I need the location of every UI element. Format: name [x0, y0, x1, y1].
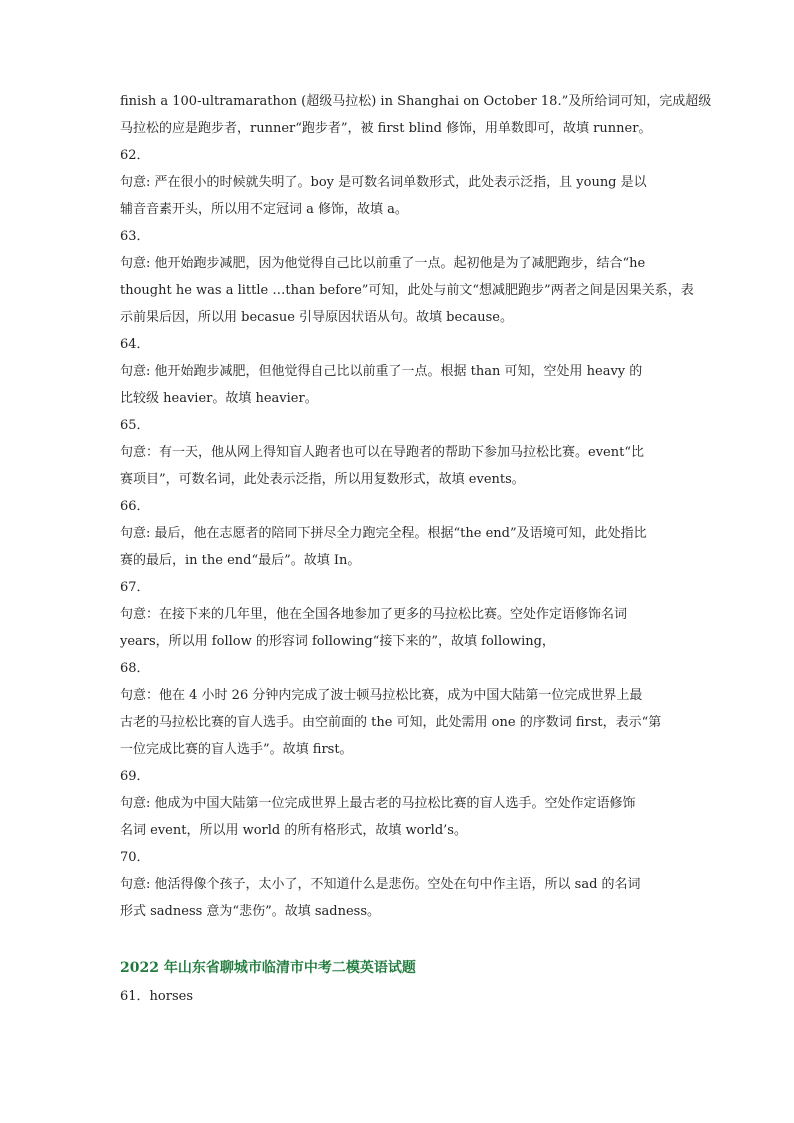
question-number: 68． — [120, 661, 150, 676]
answer-item — [120, 88, 712, 142]
answer-line: 61．horses — [120, 989, 193, 1004]
answer-item — [120, 763, 680, 844]
answer-item — [120, 412, 680, 493]
explanation-line: 赛的最后，in the end“最后”。故填 In。 — [120, 553, 361, 568]
explanation-line: 句意: 他开始跑步减肥，因为他觉得自己比以前重了一点。起初他是为了减肥跑步，结合“he — [120, 256, 646, 271]
explanation-line: 句意：在接下来的几年里，他在全国各地参加了更多的马拉松比赛。空处作定语修饰名词 — [120, 607, 628, 622]
explanation-line: 句意: 严在很小的时候就失明了。boy 是可数名词单数形式，此处表示泛指，且 young 是以 — [120, 175, 647, 190]
explanation-line: 马拉松的应是跑步者，runner“跑步者”，被 first blind 修饰，用单数即可，故填 runner。 — [120, 121, 652, 136]
document-page — [120, 88, 712, 1010]
explanation-line: finish a 100-ultramarathon (超级马拉松) in Shanghai on October 18.”及所给词可知，完成超级 — [120, 94, 712, 109]
explanation-line: 句意: 他开始跑步减肥，但他觉得自己比以前重了一点。根据 than 可知，空处用 heavy 的 — [120, 364, 643, 379]
answer-item — [120, 493, 680, 574]
answer-item — [120, 655, 680, 763]
explanation-line: 古老的马拉松比赛的盲人选手。由空前面的 the 可知，此处需用 one 的序数词 first，表示“第 — [120, 715, 662, 730]
question-number: 67． — [120, 580, 150, 595]
explanation-line: 句意: 他活得像个孩子，太小了，不知道什么是悲伤。空处在句中作主语，所以 sad 的名词 — [120, 877, 641, 892]
answer-item — [120, 574, 680, 655]
question-number: 62． — [120, 148, 150, 163]
answer-list — [120, 88, 712, 925]
explanation-line: 句意：有一天，他从网上得知盲人跑者也可以在导跑者的帮助下参加马拉松比赛。event“比 — [120, 445, 644, 460]
question-number: 64． — [120, 337, 150, 352]
answer-item — [120, 142, 680, 223]
explanation-line: thought he was a little …than before”可知，此处与前文“想减肥跑步”两者之间是因果关系，表 — [120, 283, 694, 298]
explanation-line: years，所以用 follow 的形容词 following“接下来的”，故填 following， — [120, 634, 555, 649]
explanation-line: 比较级 heavier。故填 heavier。 — [120, 391, 318, 406]
question-number: 69． — [120, 769, 150, 784]
explanation-line: 句意: 他成为中国大陆第一位完成世界上最古老的马拉松比赛的盲人选手。空处作定语修饰 — [120, 796, 636, 811]
answer-item — [120, 844, 680, 925]
explanation-line: 赛项目”，可数名词，此处表示泛指，所以用复数形式，故填 events。 — [120, 472, 525, 487]
explanation-line: 辅音音素开头，所以用不定冠词 a 修饰，故填 a。 — [120, 202, 408, 217]
question-number: 70． — [120, 850, 150, 865]
explanation-line: 一位完成比赛的盲人选手”。故填 first。 — [120, 742, 353, 757]
explanation-line: 句意：他在 4 小时 26 分钟内完成了波士顿马拉松比赛，成为中国大陆第一位完成世界上最 — [120, 688, 643, 703]
explanation-line: 名词 event，所以用 world 的所有格形式，故填 world’s。 — [120, 823, 467, 838]
answer-item — [120, 331, 680, 412]
explanation-line: 示前果后因，所以用 becasue 引导原因状语从句。故填 because。 — [120, 310, 513, 325]
section-heading: 2022 年山东省聊城市临清市中考二模英语试题 — [120, 960, 416, 976]
question-number: 65． — [120, 418, 150, 433]
answer-item — [120, 223, 694, 331]
question-number: 66． — [120, 499, 150, 514]
question-number: 63． — [120, 229, 150, 244]
explanation-line: 形式 sadness 意为“悲伤”。故填 sadness。 — [120, 904, 380, 919]
explanation-line: 句意: 最后，他在志愿者的陪同下拼尽全力跑完全程。根据“the end”及语境可知，此处指比 — [120, 526, 647, 541]
